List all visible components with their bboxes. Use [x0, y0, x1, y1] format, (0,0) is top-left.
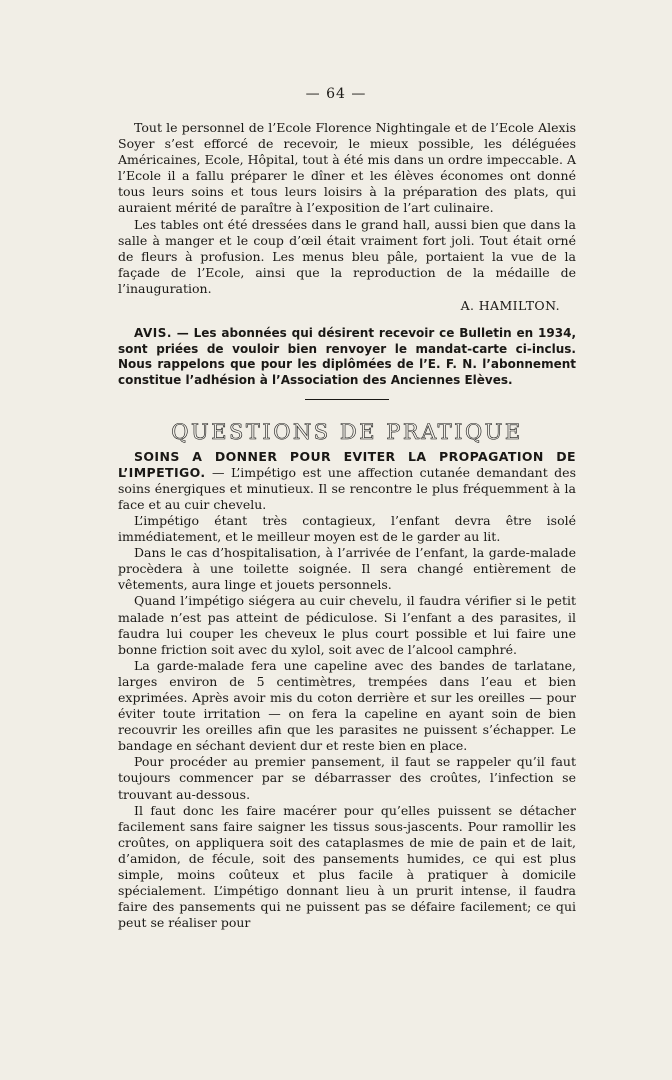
section-paragraph: Il faut donc les faire macérer pour qu’elles puissent se détacher facilement sans faire saigner les tissus sous-jascents. Pour ramollir les croûtes, on appliquera soit des cataplasmes de mie de pain et de lait, d’amidon, de fécule, soit des pansements humides, ce qui est plus simple, moins coûteux et plus facile à pratiquer à domicile spécialement. L’impétigo donnant lieu à un prurit intense, il faudra faire des pansements qui ne puissent pas se défaire facilement; ce qui peut se réaliser pour	[118, 802, 576, 931]
notice-text: — Les abonnées qui désirent recevoir ce Bulletin en 1934, sont priées de vouloir bien renvoyer le mandat-carte ci-inclus. Nous rappelons que pour les diplômées de l’E. F. N. l’abonnement constitue l’adhésion à l’Association des Anciennes Elèves.	[118, 326, 576, 387]
section-paragraph: Quand l’impétigo siégera au cuir chevelu, il faudra vérifier si le petit malade n’est pas atteint de pédiculose. Si l’enfant a des parasites, il faudra lui couper les cheveux le plus court possible et lui faire une bonne friction soit avec du xylol, soit avec de l’alcool camphré.	[118, 593, 576, 657]
article-signature: A. HAMILTON.	[460, 298, 560, 314]
section-title: QUESTIONS DE PRATIQUE	[171, 419, 523, 444]
section-subheading: SOINS A DONNER POUR EVITER LA PROPAGATION DE L’IMPETIGO.	[118, 448, 576, 480]
page-number: — 64 —	[305, 86, 367, 102]
section-paragraph: Pour procéder au premier pansement, il faut se rappeler qu’il faut toujours commencer par se débarrasser des croûtes, l’infection se trouvant au-dessous.	[118, 754, 576, 802]
section-divider	[305, 399, 389, 400]
page-content	[118, 120, 576, 931]
subscription-notice	[118, 326, 576, 388]
article	[118, 120, 576, 314]
section-intro-text: — L’impétigo est une affection cutanée demandant des soins énergiques et minutieux. Il se rencontre le plus fréquemment à la face et au cuir chevelu.	[118, 464, 576, 512]
section-paragraph: Dans le cas d’hospitalisation, à l’arrivée de l’enfant, la garde-malade procèdera à une toilette soignée. Il sera changé entièrement de vêtements, aura linge et jouets personnels.	[118, 545, 576, 593]
section-paragraph: La garde-malade fera une capeline avec des bandes de tarlatane, larges environ de 5 centimètres, trempées dans l’eau et bien exprimées. Après avoir mis du coton derrière et sur les oreilles — pour éviter toute irritation — on fera la capeline en ayant soin de bien recouvrir les oreilles afin que les parasites ne puissent s’échapper. Le bandage en séchant devient dur et reste bien en place.	[118, 657, 576, 754]
section-body	[118, 513, 576, 931]
article-paragraph: Tout le personnel de l’Ecole Florence Nightingale et de l’Ecole Alexis Soyer s’est efforcé de recevoir, le mieux possible, les déléguées Américaines, Ecole, Hôpital, tout à été mis dans un ordre impeccable. A l’Ecole il a fallu préparer le dîner et les élèves économes ont donné tous leurs soins et tous leurs loisirs à la préparation des plats, qui auraient mérité de paraître à l’exposition de l’art culinaire.	[118, 120, 576, 216]
article-paragraph: Les tables ont été dressées dans le grand hall, aussi bien que dans la salle à manger et le coup d’œil était vraiment fort joli. Tout était orné de fleurs à profusion. Les menus bleu pâle, portaient la vue de la façade de l’Ecole, ainsi que la reproduction de la médaille de l’inauguration.	[118, 216, 576, 296]
notice-label: AVIS.	[134, 326, 172, 341]
section-paragraph: L’impétigo étant très contagieux, l’enfant devra être isolé immédiatement, et le meilleur moyen est de le garder au lit.	[118, 512, 576, 545]
section-intro	[118, 449, 576, 513]
